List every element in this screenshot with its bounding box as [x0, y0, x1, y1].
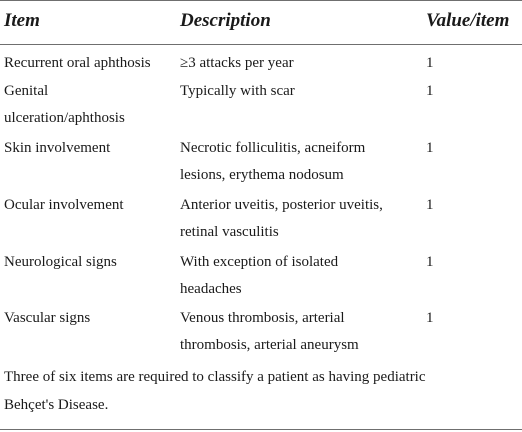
- row-value: 1: [426, 83, 434, 99]
- table-top-rule: [0, 0, 522, 1]
- table-footnote: Three of six items are required to classify a patient as having pediatric Behçet's Disease.: [4, 369, 426, 413]
- row-item: Skin involvement: [4, 140, 111, 156]
- row-value: 1: [426, 55, 434, 71]
- header-value: Value/item: [426, 10, 510, 31]
- row-item: Genital ulceration/aphthosis: [4, 83, 125, 126]
- row-description: With exception of isolated headaches: [180, 254, 339, 297]
- row-value: 1: [426, 310, 434, 326]
- row-description: Necrotic folliculitis, acneiform lesions, erythema nodosum: [180, 140, 366, 183]
- row-description: ≥3 attacks per year: [180, 55, 294, 71]
- row-item: Vascular signs: [4, 310, 91, 326]
- table-row: [0, 78, 522, 132]
- row-item: Ocular involvement: [4, 197, 124, 213]
- row-value: 1: [426, 254, 434, 270]
- row-description: Anterior uveitis, posterior uveitis, retinal vasculitis: [180, 197, 383, 240]
- table-header-rule: [0, 44, 522, 45]
- table-row: [0, 50, 522, 77]
- table-row: [0, 249, 522, 303]
- row-item: Neurological signs: [4, 254, 117, 270]
- table-row: [0, 135, 522, 189]
- row-description: Typically with scar: [180, 83, 295, 99]
- table-row: [0, 192, 522, 246]
- header-item: Item: [4, 10, 40, 31]
- header-description: Description: [180, 10, 271, 31]
- row-value: 1: [426, 197, 434, 213]
- row-description: Venous thrombosis, arterial thrombosis, arterial aneurysm: [180, 310, 359, 353]
- table-bottom-rule: [0, 429, 522, 430]
- row-value: 1: [426, 140, 434, 156]
- table-row: [0, 305, 522, 359]
- table-header-row: [0, 2, 522, 42]
- row-item: Recurrent oral aphthosis: [4, 55, 151, 71]
